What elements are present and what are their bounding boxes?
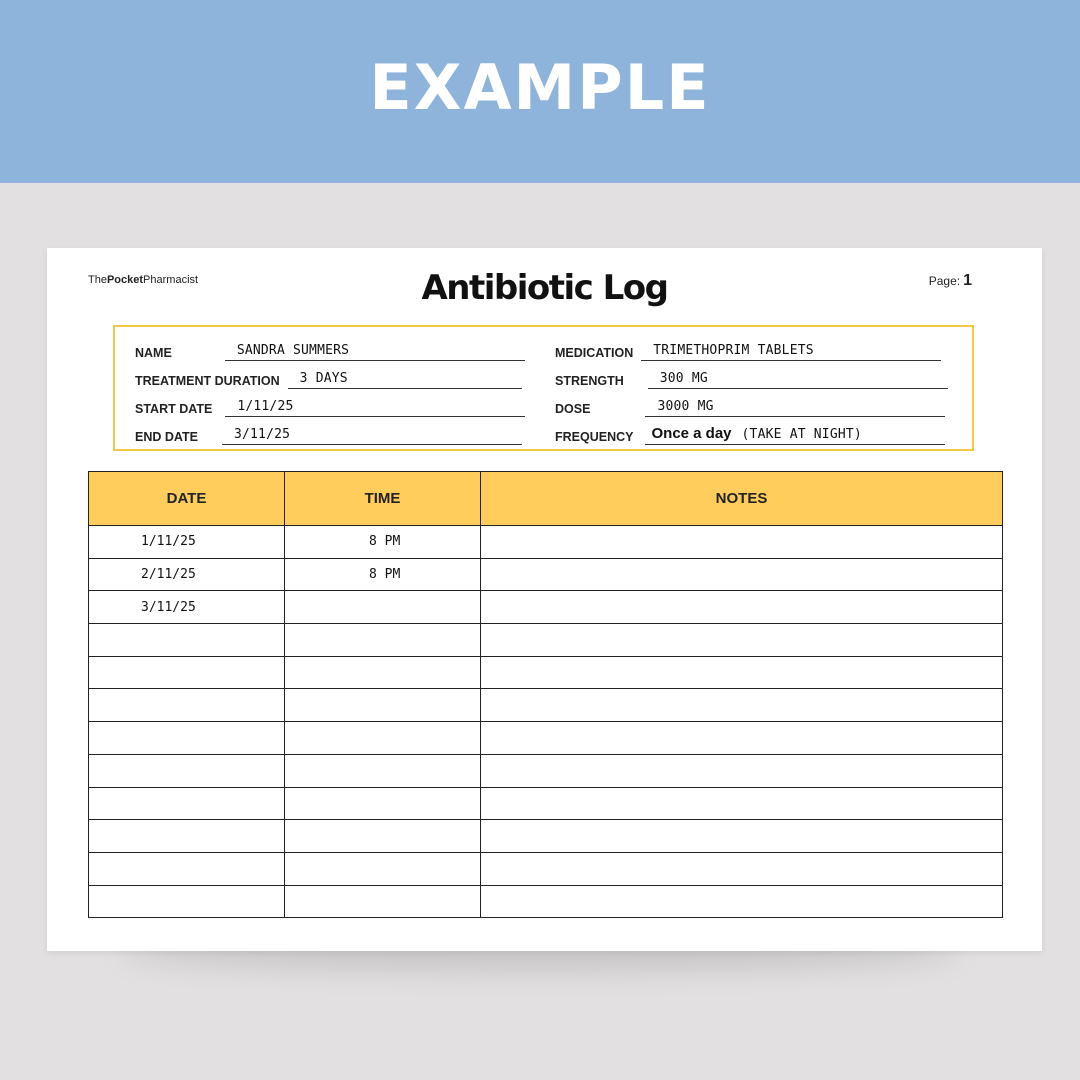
brand-logo: ThePocketPharmacist	[88, 274, 199, 286]
start-date-value: 1/11/25	[237, 399, 294, 414]
date-cell	[89, 754, 285, 787]
table-row	[89, 656, 1003, 689]
end-date-field: END DATE 3/11/25	[135, 424, 522, 445]
table-row	[89, 852, 1003, 885]
table-row	[89, 787, 1003, 820]
date-cell	[89, 656, 285, 689]
name-value: SANDRA SUMMERS	[236, 343, 350, 358]
date-cell	[89, 787, 285, 820]
notes-cell	[481, 526, 1003, 559]
strength-value: 300 MG	[659, 371, 708, 386]
column-header-date: DATE	[89, 472, 285, 526]
page-number: Page: 1	[928, 272, 972, 289]
medication-field: MEDICATION TRIMETHOPRIM TABLETS	[555, 340, 941, 361]
notes-cell	[481, 852, 1003, 885]
treatment-duration-field: TREATMENT DURATION 3 DAYS	[135, 368, 522, 389]
table-row	[89, 624, 1003, 657]
time-cell	[285, 885, 481, 918]
start-date-field: START DATE 1/11/25	[135, 396, 525, 417]
notes-cell	[481, 689, 1003, 722]
log-sheet	[47, 248, 1042, 951]
table-row	[89, 689, 1003, 722]
patient-info-box	[113, 325, 974, 451]
frequency-value: Once a day (TAKE AT NIGHT)	[651, 425, 862, 442]
notes-cell	[481, 820, 1003, 853]
name-field: NAME SANDRA SUMMERS	[135, 340, 525, 361]
notes-cell	[481, 624, 1003, 657]
table-row	[89, 558, 1003, 591]
notes-cell	[481, 885, 1003, 918]
time-cell	[285, 591, 481, 624]
medication-value: TRIMETHOPRIM TABLETS	[653, 343, 814, 358]
date-cell	[89, 885, 285, 918]
date-cell: 2/11/25	[89, 558, 285, 591]
treatment-duration-value: 3 DAYS	[299, 371, 348, 386]
time-cell	[285, 722, 481, 755]
time-cell	[285, 754, 481, 787]
date-cell	[89, 852, 285, 885]
table-row	[89, 754, 1003, 787]
notes-cell	[481, 754, 1003, 787]
time-cell: 8 PM	[285, 558, 481, 591]
time-cell	[285, 852, 481, 885]
notes-cell	[481, 591, 1003, 624]
end-date-value: 3/11/25	[233, 427, 291, 442]
table-row	[89, 885, 1003, 918]
date-cell: 3/11/25	[89, 591, 285, 624]
strength-field: STRENGTH 300 MG	[555, 368, 948, 389]
time-cell	[285, 820, 481, 853]
date-cell	[89, 624, 285, 657]
banner-title: EXAMPLE	[369, 51, 711, 124]
time-cell	[285, 624, 481, 657]
example-banner	[0, 0, 1080, 183]
time-cell: 8 PM	[285, 526, 481, 559]
column-header-time: TIME	[285, 472, 481, 526]
dose-value: 3000 MG	[657, 399, 714, 414]
time-cell	[285, 689, 481, 722]
notes-cell	[481, 722, 1003, 755]
date-cell	[89, 689, 285, 722]
frequency-field: FREQUENCY Once a day (TAKE AT NIGHT)	[555, 424, 945, 445]
table-row	[89, 722, 1003, 755]
dose-log-table	[88, 471, 1003, 918]
dose-field: DOSE 3000 MG	[555, 396, 945, 417]
date-cell: 1/11/25	[89, 526, 285, 559]
time-cell	[285, 656, 481, 689]
notes-cell	[481, 558, 1003, 591]
table-row	[89, 591, 1003, 624]
table-row	[89, 820, 1003, 853]
table-row	[89, 526, 1003, 559]
date-cell	[89, 722, 285, 755]
page-title: Antibiotic Log	[421, 268, 668, 308]
notes-cell	[481, 787, 1003, 820]
column-header-notes: NOTES	[481, 472, 1003, 526]
table-header-row	[89, 472, 1003, 526]
time-cell	[285, 787, 481, 820]
date-cell	[89, 820, 285, 853]
notes-cell	[481, 656, 1003, 689]
